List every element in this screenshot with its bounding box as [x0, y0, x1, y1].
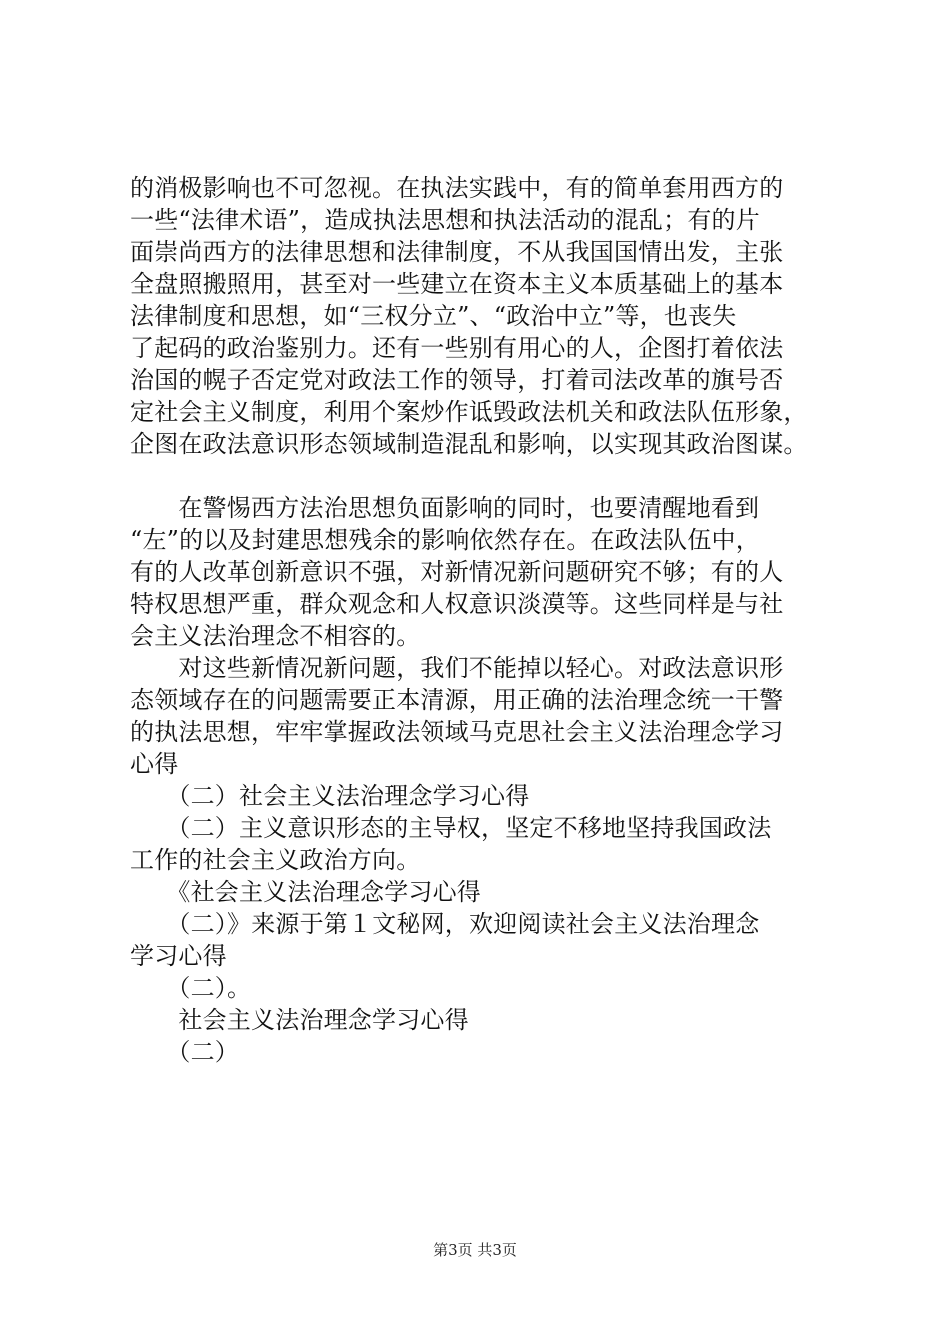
text-line: 工作的社会主义政治方向。 [130, 846, 421, 874]
text-line: 对这些新情况新问题，我们不能掉以轻心。对政法意识形 [130, 654, 784, 682]
text-line: 有的人改革创新意识不强，对新情况新问题研究不够；有的人 [130, 558, 784, 586]
text-line: （二）社会主义法治理念学习心得 [130, 782, 530, 810]
text-line: 在警惕西方法治思想负面影响的同时，也要清醒地看到 [130, 494, 760, 522]
text-line: （二）》来源于第１文秘网，欢迎阅读社会主义法治理念 [130, 910, 760, 938]
text-line: （二） [130, 1038, 239, 1066]
text-line: 学习心得 [130, 942, 227, 970]
text-line: （二）主义意识形态的主导权，坚定不移地坚持我国政法 [130, 814, 772, 842]
text-line: 特权思想严重，群众观念和人权意识淡漠等。这些同样是与社 [130, 590, 784, 618]
text-line: 心得 [130, 750, 179, 778]
text-line: 治国的幌子否定党对政法工作的领导，打着司法改革的旗号否 [130, 366, 784, 394]
text-line: “左”的以及封建思想残余的影响依然存在。在政法队伍中， [130, 526, 760, 554]
text-line: 社会主义法治理念学习心得 [130, 1006, 469, 1034]
text-line: 一些“法律术语”，造成执法思想和执法活动的混乱；有的片 [130, 206, 760, 234]
paragraph-2 [130, 492, 840, 1068]
document-body [130, 172, 840, 1068]
text-line: 态领域存在的问题需要正本清源，用正确的法治理念统一干警 [130, 686, 784, 714]
text-line: 会主义法治理念不相容的。 [130, 622, 421, 650]
page-footer [0, 1240, 950, 1260]
page-indicator: 第3页 共3页 [433, 1241, 517, 1259]
text-line: （二）。 [130, 974, 252, 1002]
text-line: 的执法思想，牢牢掌握政法领域马克思社会主义法治理念学习 [130, 718, 784, 746]
text-line: 定社会主义制度，利用个案炒作诋毁政法机关和政法队伍形象， [130, 398, 808, 426]
text-line: 《社会主义法治理念学习心得 [130, 878, 481, 906]
paragraph-1 [130, 172, 840, 460]
paragraph-spacer [130, 460, 840, 492]
text-line: 全盘照搬照用，甚至对一些建立在资本主义本质基础上的基本 [130, 270, 784, 298]
text-line: 的消极影响也不可忽视。在执法实践中，有的简单套用西方的 [130, 174, 784, 202]
text-line: 了起码的政治鉴别力。还有一些别有用心的人，企图打着依法 [130, 334, 784, 362]
text-line: 面崇尚西方的法律思想和法律制度，不从我国国情出发，主张 [130, 238, 784, 266]
text-line: 企图在政法意识形态领域制造混乱和影响，以实现其政治图谋。 [130, 430, 808, 458]
text-line: 法律制度和思想，如“三权分立”、“政治中立”等，也丧失 [130, 302, 737, 330]
